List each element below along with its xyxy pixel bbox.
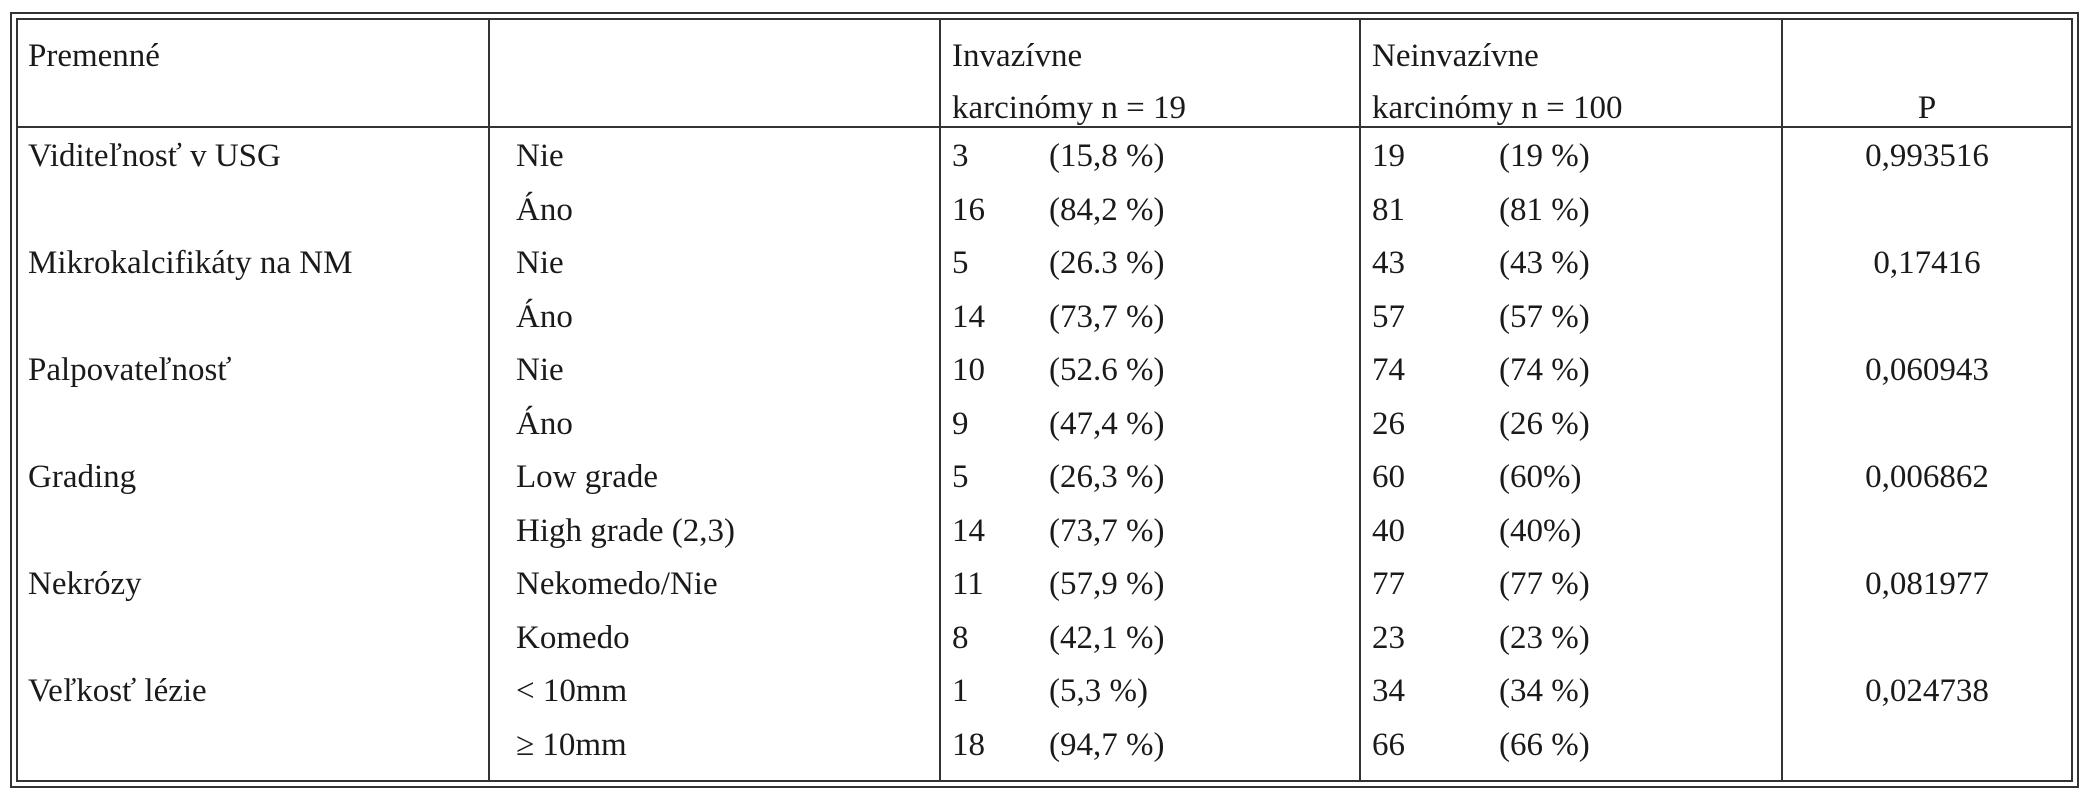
column-divider [939,20,941,780]
invasive-percent: (73,7 %) [1049,298,1165,335]
invasive-percent: (57,9 %) [1049,566,1165,602]
p-value: 0,081977 [1865,566,1989,602]
invasive-percent: (26.3 %) [1049,245,1165,281]
invasive-count: 11 [952,566,984,602]
invasive-count: 10 [952,352,985,388]
noninvasive-percent: (60%) [1499,459,1582,495]
header-p: P [1917,90,1937,126]
header-noninvasive-line1: Neinvazívne [1372,38,1539,74]
noninvasive-percent: (43 %) [1499,245,1590,281]
invasive-percent: (15,8 %) [1049,138,1165,174]
noninvasive-percent: (40%) [1499,512,1582,549]
noninvasive-percent: (81 %) [1499,191,1590,228]
table-outer-border [10,12,2079,788]
invasive-percent: (5,3 %) [1049,673,1148,709]
noninvasive-count: 19 [1372,138,1405,174]
invasive-percent: (42,1 %) [1049,619,1165,656]
noninvasive-count: 26 [1372,405,1405,442]
p-value: 0,024738 [1865,673,1989,709]
invasive-count: 16 [952,191,985,228]
invasive-count: 9 [952,405,969,442]
variable-name: Veľkosť lézie [28,673,207,709]
noninvasive-count: 81 [1372,191,1405,228]
noninvasive-percent: (77 %) [1499,566,1590,602]
results-table [16,18,2073,782]
invasive-percent: (84,2 %) [1049,191,1165,228]
category-label: Áno [516,405,573,442]
noninvasive-percent: (57 %) [1499,298,1590,335]
header-variables: Premenné [28,38,160,74]
category-label: Low grade [516,459,659,495]
invasive-count: 3 [952,138,969,174]
header-invasive-line1: Invazívne [952,38,1083,74]
noninvasive-percent: (74 %) [1499,352,1590,388]
p-value: 0,993516 [1865,138,1989,174]
noninvasive-percent: (23 %) [1499,619,1590,656]
noninvasive-percent: (34 %) [1499,673,1590,709]
header-invasive-line2: karcinómy n = 19 [952,90,1186,126]
variable-name: Grading [28,459,137,495]
invasive-percent: (47,4 %) [1049,405,1165,442]
category-label: ≥ 10mm [516,726,627,763]
noninvasive-count: 40 [1372,512,1405,549]
category-label: Áno [516,298,573,335]
category-label: Nie [516,138,564,174]
variable-name: Nekrózy [28,566,142,602]
category-label: Áno [516,191,573,228]
category-label: Nie [516,245,564,281]
noninvasive-count: 74 [1372,352,1405,388]
invasive-percent: (73,7 %) [1049,512,1165,549]
variable-name: Viditeľnosť v USG [28,138,281,174]
p-value: 0,006862 [1865,459,1989,495]
noninvasive-count: 43 [1372,245,1405,281]
invasive-count: 18 [952,726,985,763]
invasive-percent: (26,3 %) [1049,459,1165,495]
noninvasive-count: 23 [1372,619,1405,656]
column-divider [1359,20,1361,780]
invasive-count: 1 [952,673,969,709]
header-noninvasive-line2: karcinómy n = 100 [1372,90,1623,126]
column-divider [1781,20,1783,780]
category-label: Nie [516,352,564,388]
invasive-count: 5 [952,245,969,281]
noninvasive-count: 57 [1372,298,1405,335]
category-label: < 10mm [516,673,628,709]
invasive-count: 14 [952,512,985,549]
variable-name: Mikrokalcifikáty na NM [28,245,353,281]
noninvasive-count: 66 [1372,726,1405,763]
noninvasive-count: 60 [1372,459,1405,495]
invasive-count: 14 [952,298,985,335]
category-label: Komedo [516,619,630,656]
noninvasive-percent: (19 %) [1499,138,1590,174]
category-label: High grade (2,3) [516,512,736,549]
category-label: Nekomedo/Nie [516,566,718,602]
noninvasive-count: 77 [1372,566,1405,602]
invasive-count: 5 [952,459,969,495]
invasive-percent: (52.6 %) [1049,352,1165,388]
variable-name: Palpovateľnosť [28,352,232,388]
invasive-count: 8 [952,619,969,656]
noninvasive-percent: (66 %) [1499,726,1590,763]
invasive-percent: (94,7 %) [1049,726,1165,763]
noninvasive-count: 34 [1372,673,1405,709]
noninvasive-percent: (26 %) [1499,405,1590,442]
column-divider [488,20,490,780]
p-value: 0,060943 [1865,352,1989,388]
p-value: 0,17416 [1873,245,1981,281]
